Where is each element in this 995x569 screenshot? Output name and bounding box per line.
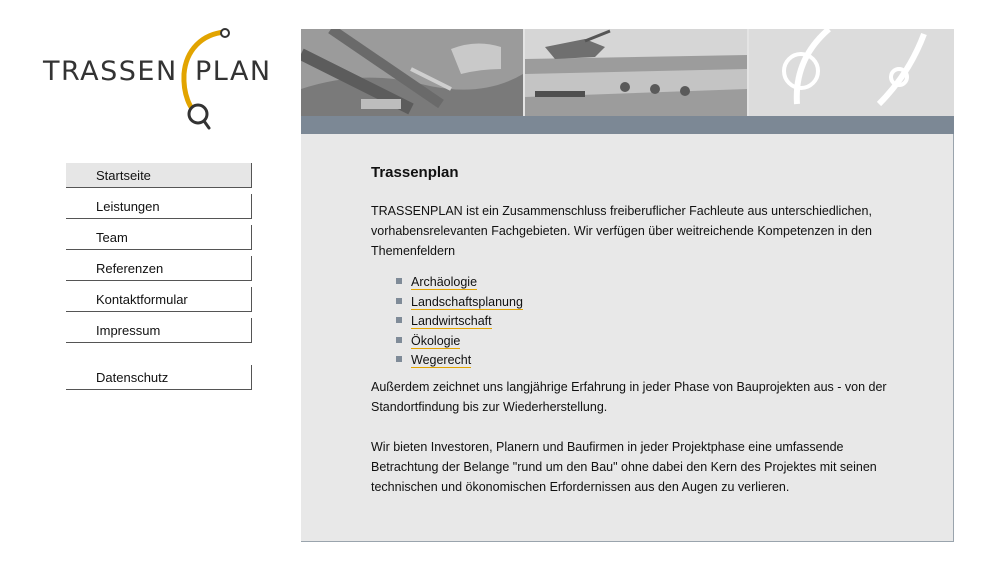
list-item (396, 332, 891, 352)
nav-item-datenschutz[interactable]: Datenschutz (66, 365, 252, 390)
services-paragraph: Wir bieten Investoren, Planern und Baufirmen in jeder Projektphase eine umfassende Betrachtung der Belange "rund um den Bau" ohne dabei den Kern des Projektes mit seinen technischen und ökonomischen Erfordernissen aus den Augen zu verlieren. (371, 439, 877, 494)
nav-item-leistungen[interactable]: Leistungen (66, 194, 252, 219)
square-bullet-icon (396, 317, 402, 323)
topic-link-landschaftsplanung[interactable]: Landschaftsplanung (411, 294, 523, 309)
topic-list (371, 273, 891, 371)
page-title: Trassenplan (371, 164, 459, 181)
header-divider-bar (301, 116, 954, 134)
logo-word-plan: PLAN (195, 56, 272, 87)
square-bullet-icon (396, 356, 402, 362)
square-bullet-icon (396, 298, 402, 304)
list-item (396, 312, 891, 332)
nav-item-impressum[interactable]: Impressum (66, 318, 252, 343)
topic-link-oekologie[interactable]: Ökologie (411, 333, 461, 348)
main-content (301, 134, 954, 542)
list-item (396, 273, 891, 293)
nav-item-team[interactable]: Team (66, 225, 252, 250)
topic-link-landwirtschaft[interactable]: Landwirtschaft (411, 314, 492, 328)
square-bullet-icon (396, 278, 402, 284)
site-logo[interactable] (40, 26, 280, 138)
list-item (396, 293, 891, 313)
nav-item-startseite[interactable]: Startseite (66, 163, 252, 188)
header-photo-field-work (525, 29, 747, 116)
topic-link-wegerecht[interactable]: Wegerecht (411, 353, 472, 367)
logo-word-trassen: TRASSEN (43, 56, 178, 87)
main-navigation (66, 163, 252, 396)
topic-link-archaeologie[interactable]: Archäologie (411, 275, 478, 289)
header-photo-excavation (301, 29, 523, 116)
list-item (396, 351, 891, 371)
intro-paragraph: TRASSENPLAN ist ein Zusammenschluss freiberuflicher Fachleute aus unterschiedlichen, vorhabensrelevanten Fachgebieten. Wir verfügen über weitreichende Kompetenzen in den Themenfeldern (371, 204, 873, 258)
experience-paragraph: Außerdem zeichnet uns langjährige Erfahrung in jeder Phase von Bauprojekten aus - von der Standortfindung bis zur Wiederherstellung. (371, 379, 887, 414)
header-banner (301, 29, 954, 116)
header-logo-graphic (749, 29, 954, 116)
square-bullet-icon (396, 337, 402, 343)
nav-item-kontaktformular[interactable]: Kontaktformular (66, 287, 252, 312)
nav-item-referenzen[interactable]: Referenzen (66, 256, 252, 281)
